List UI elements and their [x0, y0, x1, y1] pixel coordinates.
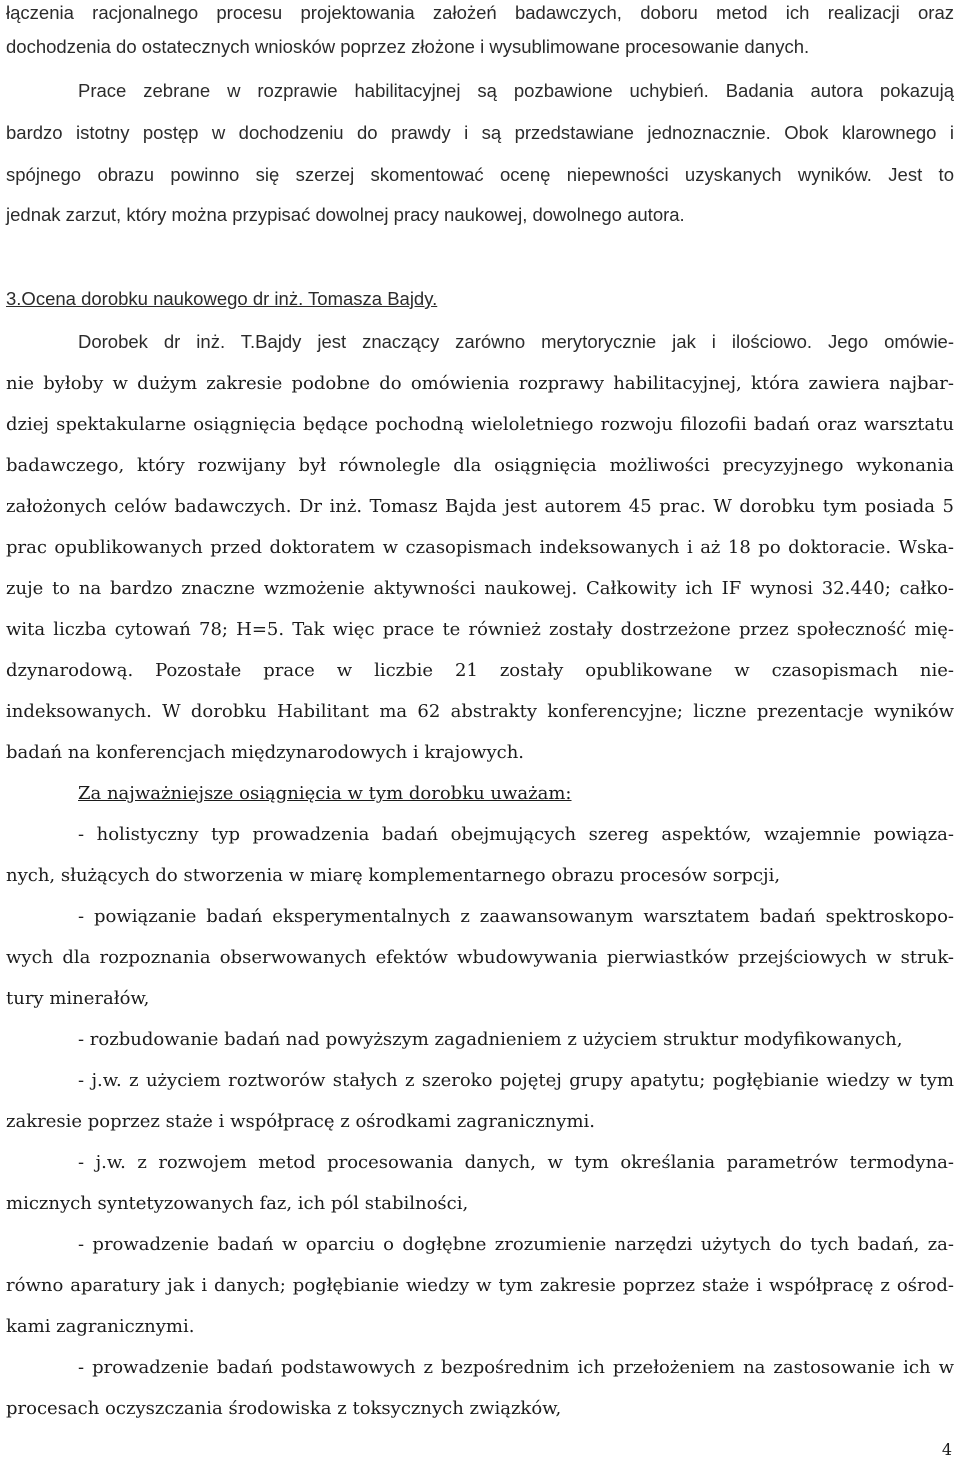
achievement-line: równo aparatury jak i danych; pogłębianie wiedzy w tym zakresie poprzez staże i współpracę z ośrod- — [6, 1275, 954, 1296]
body-line: badawczego, który rozwijany był równolegle dla osiągnięcia możliwości precyzyjnego wykonania — [6, 455, 954, 476]
body-line: wita liczba cytowań 78; H=5. Tak więc prace te również zostały dostrzeżone przez społeczność mię- — [6, 619, 954, 640]
achievement-line: - prowadzenie badań podstawowych z bezpośrednim ich przełożeniem na zastosowanie ich w — [78, 1357, 954, 1378]
achievement-line: zakresie poprzez staże i współpracę z ośrodkami zagranicznymi. — [6, 1111, 595, 1132]
achievement-line: nych, służących do stworzenia w miarę komplementarnego obrazu procesów sorpcji, — [6, 865, 781, 886]
achievement-line: tury minerałów, — [6, 988, 150, 1009]
achievement-line: - rozbudowanie badań nad powyższym zagadnieniem z użyciem struktur modyfikowanych, — [78, 1029, 903, 1050]
body-line: dziej spektakularne osiągnięcia będące pochodną wieloletniego rozwoju filozofii badań oraz warsztatu — [6, 414, 954, 435]
body-line: dzynarodową. Pozostałe prace w liczbie 21 zostały opublikowane w czasopismach nie- — [6, 660, 954, 681]
achievement-line: wych dla rozpoznania obserwowanych efektów wbudowywania pierwiastków przejściowych w struk- — [6, 947, 954, 968]
body-line: założonych celów badawczych. Dr inż. Tomasz Bajda jest autorem 45 prac. W dorobku tym posiada 5 — [6, 496, 954, 517]
achievement-line: kami zagranicznymi. — [6, 1316, 195, 1337]
intro-line: spójnego obrazu powinno się szerzej skomentować ocenę niepewności uzyskanych wyników. Jest to — [6, 164, 954, 185]
achievement-line: - j.w. z rozwojem metod procesowania danych, w tym określania parametrów termodyna- — [78, 1152, 954, 1173]
intro-line: Prace zebrane w rozprawie habilitacyjnej są pozbawione uchybień. Badania autora pokazują — [78, 80, 954, 101]
achievement-line: - j.w. z użyciem roztworów stałych z szeroko pojętej grupy apatytu; pogłębianie wiedzy w tym — [78, 1070, 954, 1091]
achievements-heading: Za najważniejsze osiągnięcia w tym dorobku uważam: — [78, 783, 572, 804]
achievement-line: micznych syntetyzowanych faz, ich pól stabilności, — [6, 1193, 469, 1214]
section-heading: 3.Ocena dorobku naukowego dr inż. Tomasza Bajdy. — [6, 288, 438, 309]
body-line: zuje to na bardzo znaczne wzmożenie aktywności naukowej. Całkowity ich IF wynosi 32.440; całko- — [6, 578, 954, 599]
body-line: nie byłoby w dużym zakresie podobne do omówienia rozprawy habilitacyjnej, która zawiera najbar- — [6, 373, 954, 394]
body-line: prac opublikowanych przed doktoratem w czasopismach indeksowanych i aż 18 po doktoracie. Wska- — [6, 537, 954, 558]
achievement-line: - powiązanie badań eksperymentalnych z zaawansowanym warsztatem badań spektroskopo- — [78, 906, 954, 927]
body-line: badań na konferencjach międzynarodowych i krajowych. — [6, 742, 525, 763]
intro-line: dochodzenia do ostatecznych wniosków poprzez złożone i wysublimowane procesowanie danych. — [6, 36, 810, 57]
body-line: Dorobek dr inż. T.Bajdy jest znaczący zarówno merytorycznie jak i ilościowo. Jego omówie- — [78, 331, 954, 352]
achievement-line: procesach oczyszczania środowiska z toksycznych związków, — [6, 1398, 562, 1419]
achievement-line: - holistyczny typ prowadzenia badań obejmujących szereg aspektów, wzajemnie powiąza- — [78, 824, 954, 845]
intro-line: jednak zarzut, który można przypisać dowolnej pracy naukowej, dowolnego autora. — [6, 204, 685, 225]
intro-line: bardzo istotny postęp w dochodzeniu do prawdy i są przedstawiane jednoznacznie. Obok klarownego i — [6, 122, 954, 143]
achievement-line: - prowadzenie badań w oparciu o dogłębne zrozumienie narzędzi użytych do tych badań, za- — [78, 1234, 954, 1255]
page-number: 4 — [941, 1440, 952, 1459]
body-line: indeksowanych. W dorobku Habilitant ma 62 abstrakty konferencyjne; liczne prezentacje wyników — [6, 701, 954, 722]
intro-line: łączenia racjonalnego procesu projektowania założeń badawczych, doboru metod ich realizacji oraz — [6, 2, 954, 23]
